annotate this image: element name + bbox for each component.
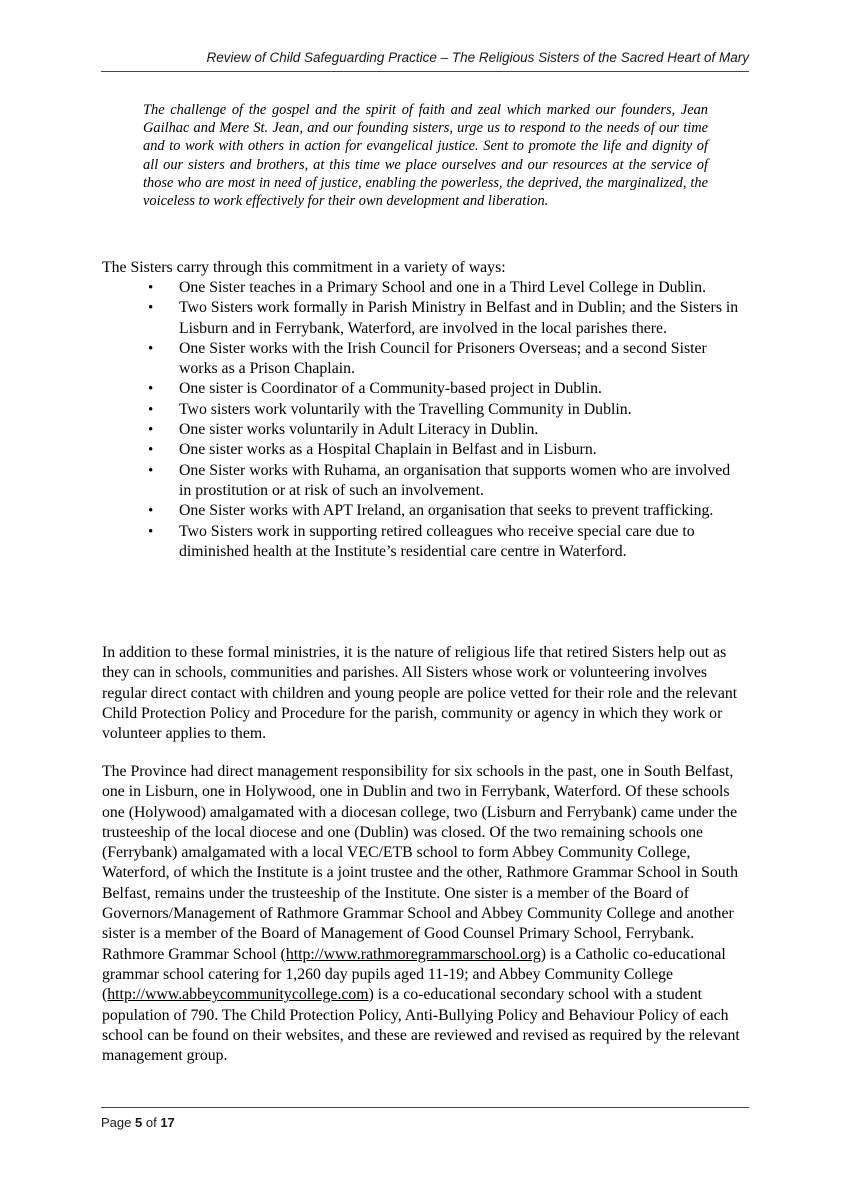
list-item — [142, 379, 742, 399]
ministries-intro: The Sisters carry through this commitment in a variety of ways: — [102, 259, 506, 276]
list-item-text: One Sister teaches in a Primary School and one in a Third Level College in Dublin. — [179, 279, 707, 296]
paren-open: ( — [276, 945, 286, 963]
list-item-text: One Sister works with Ruhama, an organisation that supports women who are involved in prostitution or at risk of such an involvement. — [179, 461, 731, 499]
bullet: • — [148, 422, 154, 439]
running-header: Review of Child Safeguarding Practice – The Religious Sisters of the Sacred Heart of Mary — [206, 50, 749, 65]
page-label: Page — [101, 1115, 132, 1130]
page-total: 17 — [160, 1115, 175, 1130]
list-item — [142, 298, 742, 339]
bullet: • — [148, 340, 154, 357]
bullet: • — [148, 442, 154, 459]
list-item-text: One sister works as a Hospital Chaplain in Belfast and in Lisburn. — [179, 441, 597, 459]
abbey-website-link[interactable]: http://www.abbeycommunitycollege.com — [107, 986, 369, 1004]
list-item-text: Two Sisters work formally in Parish Ministry in Belfast and in Dublin; and the Sisters in Lisburn and in Ferrybank, Waterford, are involved in the local parishes there. — [179, 299, 739, 337]
of-label: of — [145, 1115, 157, 1130]
list-item — [142, 522, 742, 563]
formal-ministries-paragraph: In addition to these formal ministries, it is the nature of religious life that retired Sisters help out as they can in schools, communities and parishes. All Sisters whose work or volunteering involves regular direct contact with children and young people are police vetted for their role and the relevant Child Protection Policy and Procedure for the parish, community or agency in which they work or volunteer applies to them. — [102, 644, 738, 743]
schools-text-policies: ) is a co-educational secondary school with a student population of 790. The Child Protection Policy, Anti-Bullying Policy and Behaviour Policy of each school can be found on their websites, and these are reviewed and revised as required by the relevant management group. — [102, 986, 740, 1065]
list-item — [142, 339, 742, 380]
list-item — [142, 420, 742, 440]
list-item — [142, 501, 742, 521]
schools-paragraph — [102, 762, 742, 1066]
page-footer — [101, 1115, 175, 1130]
header-divider — [101, 71, 749, 72]
ministries-list — [142, 278, 742, 562]
list-item — [142, 440, 742, 460]
bullet: • — [148, 300, 154, 317]
bullet: • — [148, 503, 154, 520]
list-item — [142, 461, 742, 502]
bullet: • — [148, 523, 154, 540]
list-item-text: One sister works voluntarily in Adult Literacy in Dublin. — [179, 421, 539, 439]
bullet: • — [148, 401, 154, 418]
list-item-text: One sister is Coordinator of a Community-based project in Dublin. — [179, 380, 602, 398]
list-item — [142, 400, 742, 420]
footer-divider — [101, 1107, 749, 1108]
schools-text-history: The Province had direct management responsibility for six schools in the past, one in South Belfast, one in Lisburn, one in Holywood, one in Dublin and two in Ferrybank, Waterford. Of these schools one (Holywood) amalgamated with a diocesan college, two (Lisburn and Ferrybank) came under the trusteeship of the local diocese and one (Dublin) was closed. Of the two remaining schools one (Ferrybank) amalgamated with a local VEC/ETB school to form Abbey — [102, 763, 738, 862]
schools-text-board: One sister is a member of the Board of Governors/Management of Rathmore Grammar School and Abbey Community College and another sister is a member of the Board of Management of Good Counsel Primary School, Ferrybank. Rathmore Grammar School — [102, 884, 734, 963]
bullet: • — [148, 462, 154, 479]
list-item-text: One Sister works with the Irish Council for Prisoners Overseas; and a second Sister works as a Prison Chaplain. — [179, 339, 707, 378]
bullet: • — [148, 381, 154, 398]
page-number: 5 — [135, 1115, 143, 1130]
list-item — [142, 278, 742, 298]
mission-quote: The challenge of the gospel and the spirit of faith and zeal which marked our founders, Jean Gailhac and Mere St. Jean, and our founding sisters, urge us to respond to the needs of our time and to work with others in action for evangelical justice. Sent to promote the life and dignity of all our sisters and brothers, at this time we place ourselves and our resources at the service of those who are most in need of justice, enabling the powerless, the deprived, the marginalized, the voiceless to work effectively for their own development and liberation. — [143, 102, 708, 210]
schools-text-rathmore: ) is a Catholic co-educational grammar school catering for 1,260 day pupils aged 11-19; and Abbey Community College ( — [102, 945, 726, 1004]
schools-text-trusteeship: Community College, Waterford, of which the Institute is a joint trustee and the other, Rathmore Grammar School in South Belfast, remains under the trusteeship of the Institute. — [102, 844, 738, 902]
list-item-text: Two Sisters work in supporting retired colleagues who receive special care due to diminished health at the Institute’s residential care centre in Waterford. — [179, 522, 695, 560]
list-item-text: One Sister works with APT Ireland, an organisation that seeks to prevent trafficking. — [179, 502, 714, 520]
bullet: • — [148, 280, 154, 296]
list-item-text: Two sisters work voluntarily with the Travelling Community in Dublin. — [179, 400, 632, 418]
rathmore-website-link[interactable]: http://www.rathmoregrammarschool.org — [285, 945, 541, 963]
